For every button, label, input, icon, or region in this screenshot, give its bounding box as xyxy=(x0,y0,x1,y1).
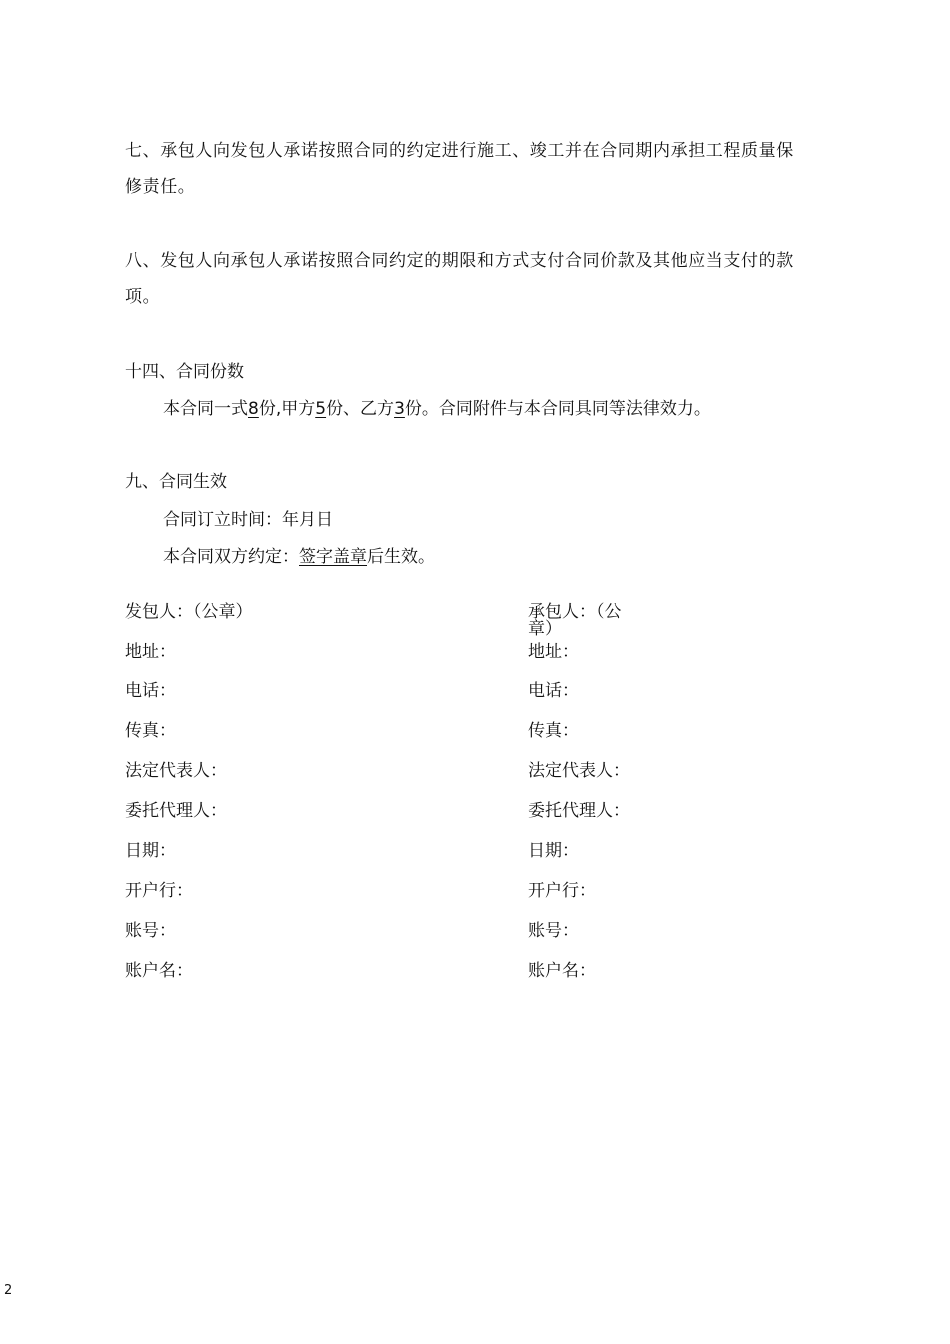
copies-statement xyxy=(163,398,711,420)
clause-8 xyxy=(125,243,860,315)
effective-condition xyxy=(163,546,435,568)
employer-bank-label: 开户行： xyxy=(125,881,193,901)
party-b-copies-value: 3 xyxy=(394,399,405,419)
effective-prefix: 本合同双方约定： xyxy=(163,547,299,567)
contractor-address-label: 地址： xyxy=(528,641,585,663)
copies-text-1: 本合同一式 xyxy=(163,399,248,419)
contractor-phone-label: 电话： xyxy=(528,681,579,701)
employer-fax-label: 传真： xyxy=(125,721,176,741)
effective-condition-value: 签字盖章 xyxy=(299,547,367,567)
copies-text-4: 份。合同附件与本合同具同等法律效力。 xyxy=(404,399,711,419)
copies-text-3: 份、乙方 xyxy=(326,399,395,419)
contractor-bank-label: 开户行： xyxy=(528,881,596,901)
total-copies-value: 8 xyxy=(248,399,259,419)
contractor-title-overflow: 章） xyxy=(528,619,562,639)
contractor-account-no-label: 账号： xyxy=(528,921,579,941)
employer-account-no-label: 账号： xyxy=(125,921,176,941)
contract-sign-time: 合同订立时间：年月日 xyxy=(163,510,333,530)
contractor-title: 承包人：（公 xyxy=(528,602,622,622)
effective-suffix: 后生效。 xyxy=(367,547,435,567)
employer-date-label: 日期： xyxy=(125,841,176,861)
employer-title: 发包人：（公章） xyxy=(125,602,253,622)
contractor-fax-label: 传真： xyxy=(528,721,579,741)
employer-legal-rep-label: 法定代表人： xyxy=(125,761,227,781)
employer-account-name-label: 账户名： xyxy=(125,961,193,981)
contractor-agent-label: 委托代理人： xyxy=(528,801,630,821)
clause-8-line-1: 八、发包人向承包人承诺按照合同约定的期限和方式支付合同价款及其他应当支付的款 xyxy=(125,251,794,271)
clause-7-line-1: 七、承包人向发包人承诺按照合同的约定进行施工、竣工并在合同期内承担工程质量保 xyxy=(125,141,794,161)
contractor-date-label: 日期： xyxy=(528,841,579,861)
party-a-copies-value: 5 xyxy=(315,399,327,419)
contractor-title-overflow-clip xyxy=(528,618,588,639)
copies-text-2: 份,甲方 xyxy=(258,399,316,419)
section-14-heading: 十四、合同份数 xyxy=(125,362,244,382)
contractor-legal-rep-label: 法定代表人： xyxy=(528,761,630,781)
employer-agent-label: 委托代理人： xyxy=(125,801,227,821)
clause-8-line-2: 项。 xyxy=(125,287,161,307)
section-9-heading: 九、合同生效 xyxy=(125,472,227,492)
employer-phone-label: 电话： xyxy=(125,681,176,701)
clause-7 xyxy=(125,133,860,205)
clause-7-line-2: 修责任。 xyxy=(125,177,196,197)
page-number: 2 xyxy=(4,1283,13,1298)
contractor-account-name-label: 账户名： xyxy=(528,961,596,981)
employer-address-label: 地址： xyxy=(125,642,176,662)
